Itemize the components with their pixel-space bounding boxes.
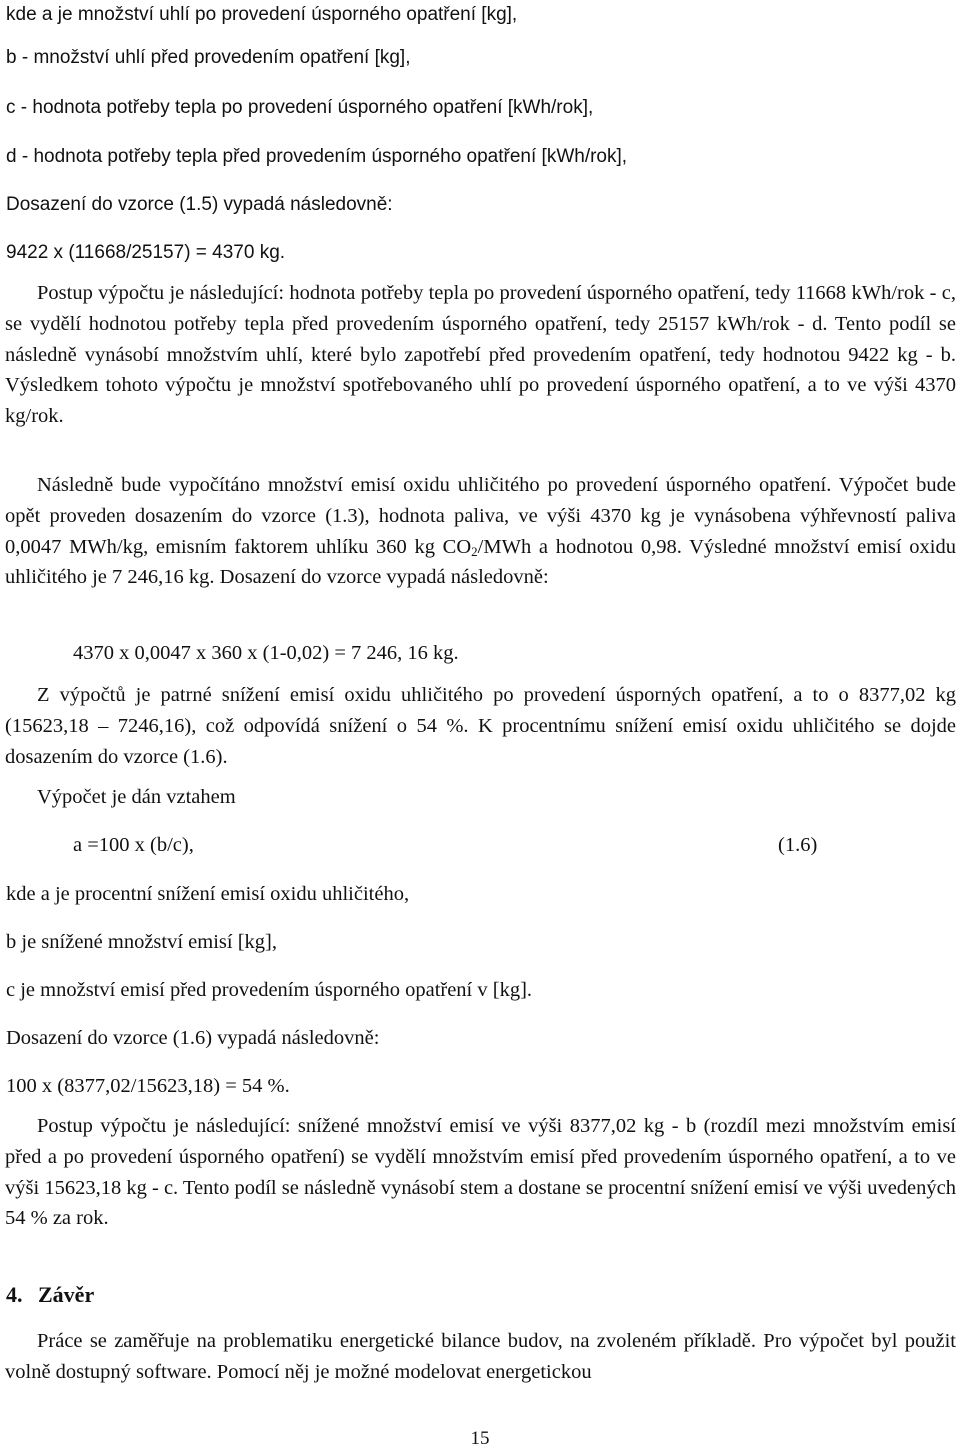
section-title: Závěr	[38, 1282, 95, 1307]
definition-c: c - hodnota potřeby tepla po provedení úsporného opatření [kWh/rok],	[6, 97, 594, 118]
substitution-intro: Dosazení do vzorce (1.5) vypadá následovně:	[6, 194, 393, 215]
paragraph-conclusion: Práce se zaměřuje na problematiku energetické bilance budov, na zvoleném příkladě. Pro výpočet byl použit volně dostupný software. Pomocí něj je možné modelovat energetickou	[5, 1330, 956, 1383]
paragraph-emissions-calc	[5, 470, 956, 593]
definition-a: kde a je množství uhlí po provedení úsporného opatření [kg],	[6, 4, 518, 25]
paragraph-calc-procedure-coal: Postup výpočtu je následující: hodnota potřeby tepla po provedení úsporného opatření, tedy 11668 kWh/rok - c, se vydělí hodnotou potřeby tepla před provedením úsporného opatření, tedy 25157 kWh/rok - d. Tento podíl se následně vynásobí množstvím uhlí, které bylo zapotřebí před provedením opatření, tedy hodnotou 9422 kg - b. Výsledkem tohoto výpočtu je množství spotřebovaného uhlí po provedení úsporného opatření, a to ve výši 4370 kg/rok.	[5, 282, 956, 428]
equation-number: (1.6)	[778, 834, 818, 856]
definition-d: d - hodnota potřeby tepla před provedením úsporného opatření [kWh/rok],	[6, 146, 628, 167]
paragraph-emissions-text-1: Následně bude vypočítáno množství emisí oxidu uhličitého po provedení úsporného opatření. Výpočet bude opět proveden dosazením do vzorce (1.3), hodnota paliva, ve výši 4370 kg je vynásobena výhřevností paliva 0,0047 MWh/kg, emisním faktorem uhlíku 360 kg CO	[5, 474, 956, 558]
definition2-a: kde a je procentní snížení emisí oxidu uhličitého,	[6, 883, 410, 905]
paragraph-emissions-text-2: /MWh a hodnotou 0,98. Výsledné množství emisí oxidu uhličitého je 7 246,16 kg. Dosazení do vzorce vypadá následovně:	[5, 535, 956, 589]
definition2-b: b je snížené množství emisí [kg],	[6, 931, 277, 953]
substitution2-result: 100 x (8377,02/15623,18) = 54 %.	[6, 1075, 290, 1097]
section-number: 4.	[6, 1282, 23, 1307]
relation-intro: Výpočet je dán vztahem	[37, 786, 236, 808]
substitution-result: 9422 x (11668/25157) = 4370 kg.	[6, 242, 286, 263]
definition2-c: c je množství emisí před provedením úsporného opatření v [kg].	[6, 979, 533, 1001]
co2-subscript: 2	[471, 543, 478, 559]
paragraph-calc-procedure-percent: Postup výpočtu je následující: snížené množství emisí ve výši 8377,02 kg - b (rozdíl mezi množstvím emisí před a po provedení úsporného opatření) se vydělí množstvím emisí před provedením úsporného opatření, a to ve výši 15623,18 kg - c. Tento podíl se následně vynásobí stem a dostane se procentní snížení emisí ve výši uvedených 54 % za rok.	[5, 1115, 956, 1230]
formula-emissions: 4370 x 0,0047 x 360 x (1-0,02) = 7 246, 16 kg.	[73, 642, 459, 664]
definition-b: b - množství uhlí před provedením opatření [kg],	[6, 47, 411, 68]
formula-percent: a =100 x (b/c),	[73, 834, 194, 856]
paragraph-reduction: Z výpočtů je patrné snížení emisí oxidu uhličitého po provedení úsporných opatření, a to o 8377,02 kg (15623,18 – 7246,16), což odpovídá snížení o 54 %. K procentnímu snížení emisí oxidu uhličitého se dojde dosazením do vzorce (1.6).	[5, 684, 956, 768]
substitution2-intro: Dosazení do vzorce (1.6) vypadá následovně:	[6, 1027, 380, 1049]
page-number: 15	[470, 1428, 490, 1449]
section-heading	[6, 1280, 94, 1310]
